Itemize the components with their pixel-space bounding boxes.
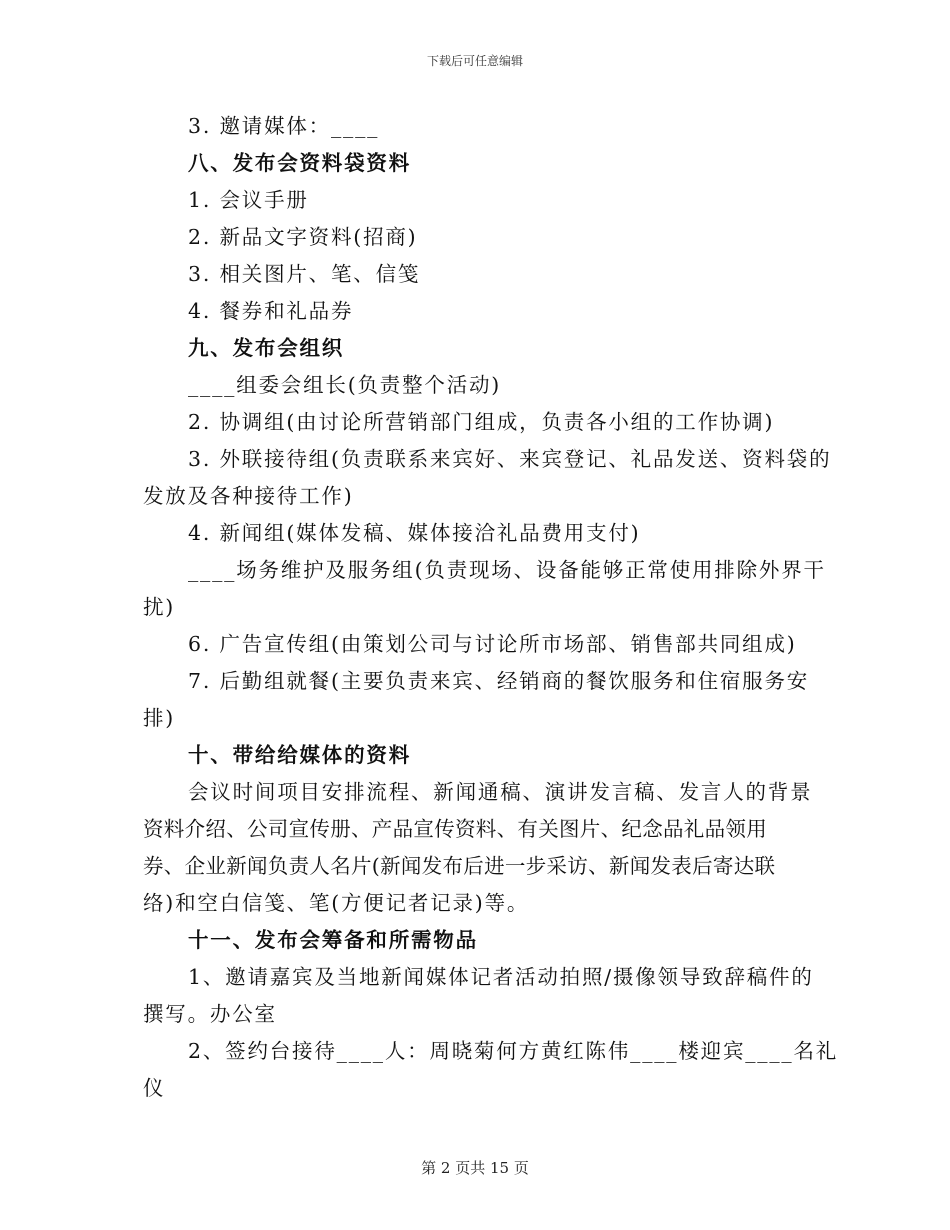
text-line: 券、企业新闻负责人名片(新闻发布后进一步采访、新闻发表后寄达联 [143,854,776,878]
text-line: 6. 广告宣传组(由策划公司与讨论所市场部、销售部共同组成) [188,632,797,656]
text-line: 3. 相关图片、笔、信笺 [188,262,421,286]
text-line: ____场务维护及服务组(负责现场、设备能够正常使用排除外界干 [188,558,826,582]
text-line: 7. 后勤组就餐(主要负责来宾、经销商的餐饮服务和住宿服务安 [188,669,810,693]
text-line: 撰写。办公室 [143,1002,277,1026]
text-line: 3. 邀请媒体：____ [188,114,380,138]
text-line: 会议时间项目安排流程、新闻通稿、演讲发言稿、发言人的背景 [188,780,813,804]
page-footer: 第 2 页共 15 页 [421,1159,529,1177]
text-line: 1、邀请嘉宾及当地新闻媒体记者活动拍照/摄像领导致辞稿件的 [188,965,814,989]
text-line: 1. 会议手册 [188,188,309,212]
text-line: 仪 [143,1076,166,1100]
text-line: 4. 餐券和礼品券 [188,299,354,323]
section-heading: 九、发布会组织 [188,336,345,360]
text-line: 2. 协调组(由讨论所营销部门组成，负责各小组的工作协调) [188,410,775,434]
document-body [143,108,839,1107]
text-line: 排) [143,706,176,730]
section-heading: 十、带给给媒体的资料 [188,743,411,767]
text-line: 络)和空白信笺、笔(方便记者记录)等。 [143,891,530,915]
text-line: 扰) [143,595,176,619]
text-line: 2、签约台接待____人：周晓菊何方黄红陈伟____楼迎宾____名礼 [188,1039,839,1063]
text-line: 3. 外联接待组(负责联系来宾好、来宾登记、礼品发送、资料袋的 [188,447,832,471]
section-heading: 八、发布会资料袋资料 [188,151,411,175]
page-header: 下载后可任意编辑 [426,54,523,68]
text-line: 4. 新闻组(媒体发稿、媒体接洽礼品费用支付) [188,521,641,545]
text-line: 2. 新品文字资料(招商) [188,225,418,249]
text-line: ____组委会组长(负责整个活动) [188,373,502,397]
text-line: 资料介绍、公司宣传册、产品宣传资料、有关图片、纪念品礼品领用 [143,817,767,841]
section-heading: 十一、发布会筹备和所需物品 [188,928,478,952]
text-line: 发放及各种接待工作) [143,484,354,508]
